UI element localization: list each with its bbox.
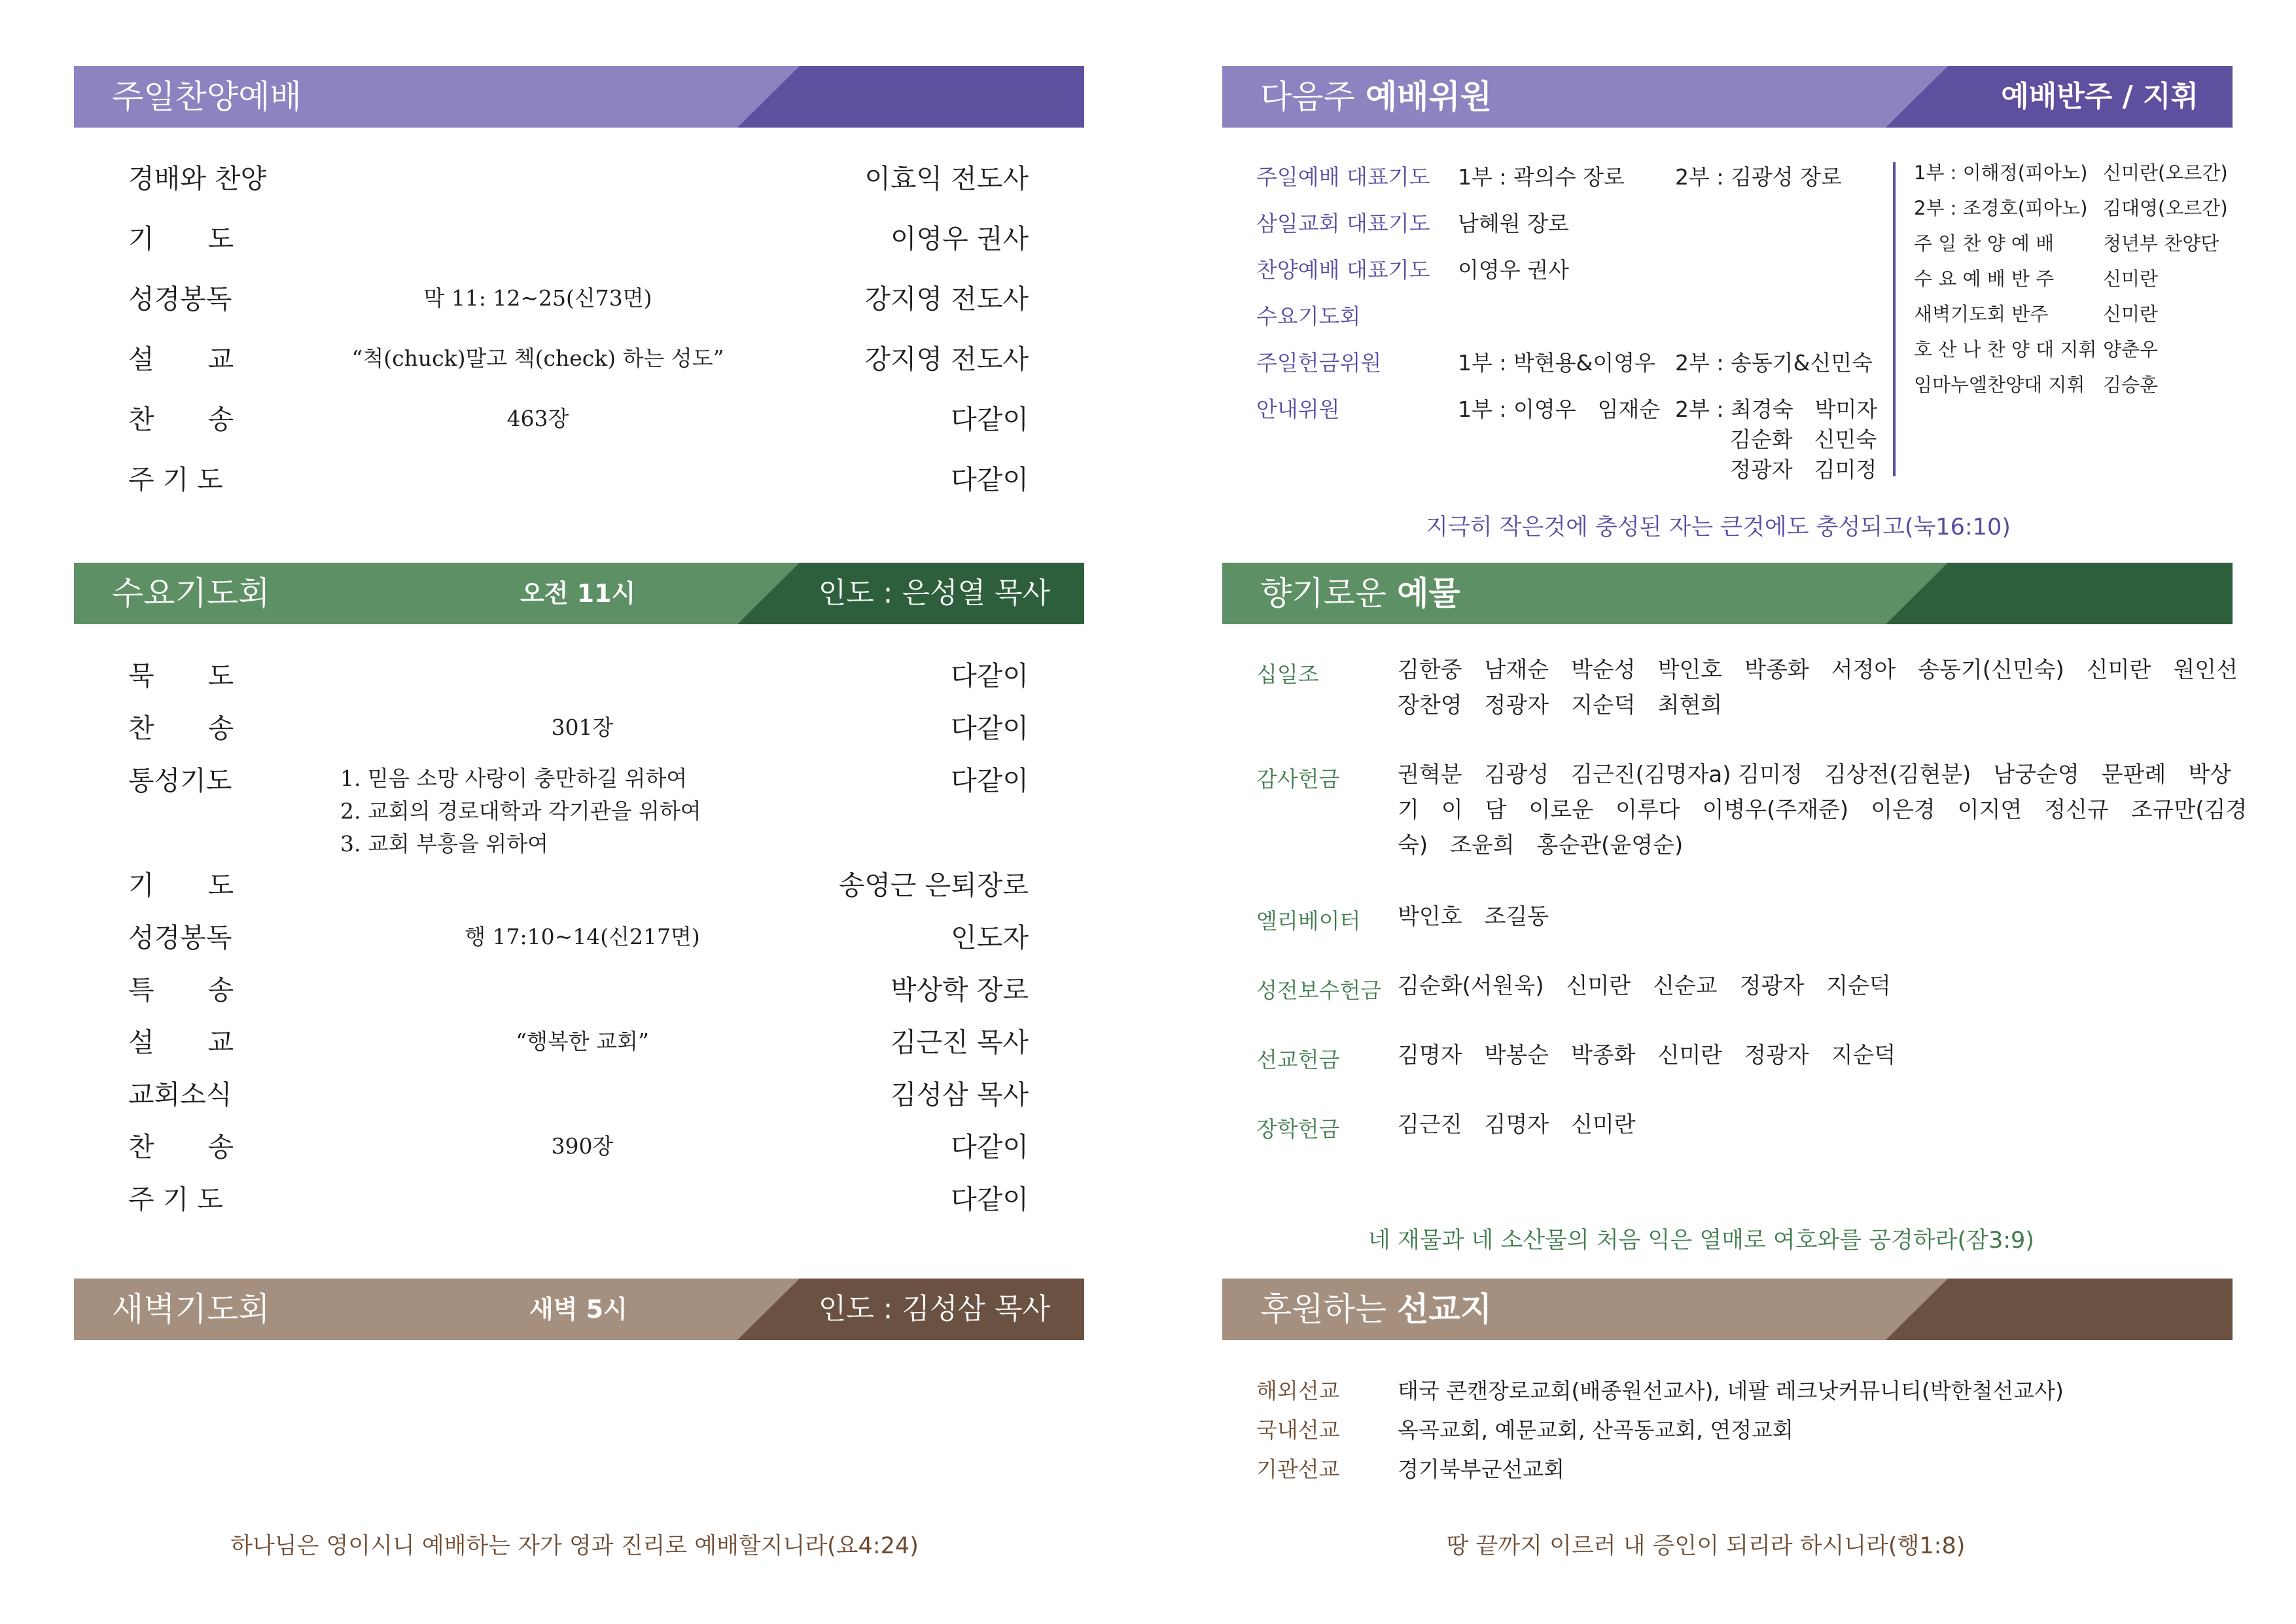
committee-label: 주일예배 대표기도 bbox=[1256, 164, 1430, 190]
dawn-leader: 인도 : 김성삼 목사 bbox=[818, 1292, 1050, 1326]
offering-names: 김순화(서원욱) 신미란 신순교 정광자 지순덕 bbox=[1398, 973, 1891, 999]
dawn-header bbox=[74, 1279, 1084, 1340]
committee-label: 삼일교회 대표기도 bbox=[1256, 211, 1430, 236]
missions-header-accent bbox=[1886, 1279, 2233, 1340]
music-role: 2부 : 조경호(피아노) bbox=[1914, 197, 2088, 219]
committee-first: 1부 : 박현용&이영우 bbox=[1458, 350, 1655, 376]
offering-names: 권혁분 김광성 김근진(김명자a) 김미정 김상전(김현분) 남궁순영 문판례 박상기 이 담 이로운 이루다 이병우(주재준) 이은경 이지연 정신규 조규만(김경숙) 조윤희 홍순관(윤영순) bbox=[1398, 762, 2248, 858]
offerings-header bbox=[1222, 563, 2233, 624]
wednesday-row-person: 인도자 bbox=[951, 922, 1029, 953]
offerings-verse: 네 재물과 네 소산물의 처음 익은 열매로 여호와를 공경하라(잠3:9) bbox=[1368, 1227, 2034, 1254]
mission-label: 국내선교 bbox=[1256, 1417, 1340, 1443]
dawn-title: 새벽기도회 bbox=[112, 1290, 270, 1328]
missions-verse: 땅 끝까지 이르러 내 증인이 되리라 하시니라(행1:8) bbox=[1446, 1533, 1966, 1559]
sunday-row-label: 찬 송 bbox=[128, 404, 234, 435]
next-week-verse: 지극히 작은것에 충성된 자는 큰것에도 충성되고(눅16:10) bbox=[1426, 514, 2011, 540]
wednesday-row-label: 주 기 도 bbox=[128, 1184, 223, 1215]
next-week-title: 다음주 예배위원 bbox=[1260, 78, 1492, 116]
wednesday-row-label: 묵 도 bbox=[128, 660, 234, 692]
sunday-row-person: 다같이 bbox=[951, 404, 1029, 435]
wednesday-row-label: 교회소식 bbox=[128, 1079, 232, 1110]
committee-first: 남혜원 장로 bbox=[1458, 211, 1569, 236]
wednesday-row-person: 다같이 bbox=[951, 713, 1029, 744]
sunday-row-person: 강지영 전도사 bbox=[864, 344, 1029, 375]
mission-text: 옥곡교회, 예문교회, 산곡동교회, 연정교회 bbox=[1398, 1417, 1793, 1443]
left-verse: 하나님은 영이시니 예배하는 자가 영과 진리로 예배할지니라(요4:24) bbox=[230, 1533, 919, 1559]
committee-first: 이영우 권사 bbox=[1458, 257, 1569, 283]
offering-names: 김명자 박봉순 박종화 신미란 정광자 지순덕 bbox=[1398, 1042, 1896, 1068]
sunday-scripture: 막 11: 12~25(신73면) bbox=[423, 285, 652, 311]
missions-header bbox=[1222, 1279, 2233, 1340]
mission-label: 해외선교 bbox=[1256, 1378, 1340, 1403]
offering-label: 감사헌금 bbox=[1256, 766, 1340, 792]
wednesday-row-label: 특 송 bbox=[128, 974, 234, 1006]
offering-label: 선교헌금 bbox=[1256, 1047, 1340, 1072]
wednesday-row-label: 설 교 bbox=[128, 1027, 234, 1058]
music-person: 신미란(오르간) bbox=[2103, 162, 2228, 184]
committee-second: 2부 : 김광성 장로 bbox=[1675, 164, 1842, 190]
sunday-row-person: 이효익 전도사 bbox=[864, 163, 1029, 194]
music-role: 수 요 예 배 반 주 bbox=[1914, 268, 2055, 290]
wednesday-row-label: 통성기도 bbox=[128, 765, 232, 796]
wednesday-row-label: 기 도 bbox=[128, 870, 234, 901]
sunday-row-label: 주 기 도 bbox=[128, 464, 223, 495]
wednesday-row-label: 성경봉독 bbox=[128, 922, 232, 953]
wednesday-row-person: 다같이 bbox=[951, 765, 1029, 796]
mission-text: 태국 콘캔장로교회(배종원선교사), 네팔 레크낫커뮤니티(박한철선교사) bbox=[1398, 1378, 2064, 1403]
offering-names: 김한중 남재순 박순성 박인호 박종화 서정아 송동기(신민숙) 신미란 원인선 장찬영 정광자 지순덕 최현희 bbox=[1398, 657, 2260, 718]
sunday-row-person: 이영우 권사 bbox=[890, 223, 1029, 255]
usher-extra: 정광자 김미정 bbox=[1730, 457, 1877, 482]
offering-label: 성전보수헌금 bbox=[1256, 978, 1382, 1003]
offerings-title: 향기로운 예물 bbox=[1260, 574, 1460, 612]
music-role: 새벽기도회 반주 bbox=[1914, 303, 2049, 325]
offering-names: 박인호 조길동 bbox=[1398, 904, 1549, 930]
sunday-row-label: 성경봉독 bbox=[128, 283, 232, 315]
wednesday-row-person: 김성삼 목사 bbox=[890, 1079, 1029, 1110]
wednesday-title: 수요기도회 bbox=[112, 574, 270, 612]
wednesday-row-person: 다같이 bbox=[951, 1184, 1029, 1215]
wednesday-row-label: 찬 송 bbox=[128, 1131, 234, 1163]
music-heading: 예배반주 / 지휘 bbox=[2001, 80, 2199, 113]
dawn-time: 새벽 5시 bbox=[529, 1295, 627, 1324]
wednesday-row-person: 다같이 bbox=[951, 660, 1029, 692]
mission-text: 경기북부군선교회 bbox=[1398, 1456, 1565, 1482]
wednesday-scripture: 행 17:10~14(신217면) bbox=[465, 924, 700, 949]
wednesday-time: 오전 11시 bbox=[520, 579, 636, 608]
prayer-item: 1. 믿음 소망 사랑이 충만하길 위하여 bbox=[340, 766, 688, 791]
wednesday-row-person: 송영근 은퇴장로 bbox=[838, 870, 1029, 901]
wednesday-leader: 인도 : 은성열 목사 bbox=[818, 576, 1050, 610]
music-person: 신미란 bbox=[2103, 303, 2159, 325]
music-role: 주 일 찬 양 예 배 bbox=[1914, 232, 2055, 255]
wednesday-closing-hymn: 390장 bbox=[551, 1133, 614, 1159]
committee-label: 안내위원 bbox=[1256, 397, 1340, 422]
prayer-items-list bbox=[340, 762, 701, 860]
committee-first: 1부 : 곽의수 장로 bbox=[1458, 164, 1625, 190]
wednesday-hymn-number: 301장 bbox=[551, 715, 614, 740]
wednesday-row-label: 찬 송 bbox=[128, 713, 234, 744]
committee-label: 주일헌금위원 bbox=[1256, 350, 1382, 376]
music-person: 김대영(오르간) bbox=[2103, 197, 2228, 219]
sunday-row-person: 다같이 bbox=[951, 464, 1029, 495]
offering-names: 김근진 김명자 신미란 bbox=[1398, 1112, 1636, 1138]
offerings-header-accent bbox=[1886, 563, 2233, 624]
wednesday-header bbox=[74, 563, 1084, 624]
sunday-row-person: 강지영 전도사 bbox=[864, 283, 1029, 315]
committee-label: 찬양예배 대표기도 bbox=[1256, 257, 1430, 283]
usher-extra: 김순화 신민숙 bbox=[1730, 427, 1877, 452]
music-divider bbox=[1893, 162, 1896, 476]
music-person: 김승훈 bbox=[2103, 374, 2159, 396]
music-person: 신미란 bbox=[2103, 268, 2159, 290]
offering-label: 십일조 bbox=[1256, 662, 1319, 687]
offering-label: 장학헌금 bbox=[1256, 1116, 1340, 1142]
sunday-row-label: 기 도 bbox=[128, 223, 234, 255]
wednesday-row-person: 박상학 장로 bbox=[890, 974, 1029, 1006]
sunday-sermon-title: “척(chuck)말고 첵(check) 하는 성도” bbox=[351, 345, 724, 371]
music-person: 양춘우 bbox=[2103, 338, 2159, 361]
sunday-header bbox=[74, 66, 1084, 128]
missions-title: 후원하는 선교지 bbox=[1260, 1290, 1492, 1328]
mission-label: 기관선교 bbox=[1256, 1456, 1340, 1482]
sunday-row-label: 설 교 bbox=[128, 344, 234, 375]
prayer-item: 3. 교회 부흥을 위하여 bbox=[340, 831, 548, 856]
committee-second: 2부 : 최경숙 박미자 bbox=[1675, 397, 1878, 422]
wednesday-row-person: 다같이 bbox=[951, 1131, 1029, 1163]
wednesday-sermon-title: “행복한 교회” bbox=[516, 1029, 649, 1054]
sunday-row-label: 경배와 찬양 bbox=[128, 163, 267, 194]
music-role: 임마누엘찬양대 지휘 bbox=[1914, 374, 2085, 396]
offering-label: 엘리베이터 bbox=[1256, 908, 1361, 934]
music-role: 1부 : 이해정(피아노) bbox=[1914, 162, 2088, 184]
committee-second: 2부 : 송동기&신민숙 bbox=[1675, 350, 1873, 376]
next-week-header bbox=[1222, 66, 2233, 128]
prayer-item: 2. 교회의 경로대학과 각기관을 위하여 bbox=[340, 798, 701, 824]
wednesday-row-person: 김근진 목사 bbox=[890, 1027, 1029, 1058]
sunday-title: 주일찬양예배 bbox=[112, 78, 302, 116]
music-person: 청년부 찬양단 bbox=[2103, 232, 2219, 255]
committee-label: 수요기도회 bbox=[1256, 304, 1361, 329]
committee-first: 1부 : 이영우 임재순 bbox=[1458, 397, 1661, 422]
sunday-header-accent bbox=[737, 66, 1084, 128]
music-role: 호 산 나 찬 양 대 지휘 bbox=[1914, 338, 2097, 361]
sunday-hymn-number: 463장 bbox=[506, 406, 569, 431]
